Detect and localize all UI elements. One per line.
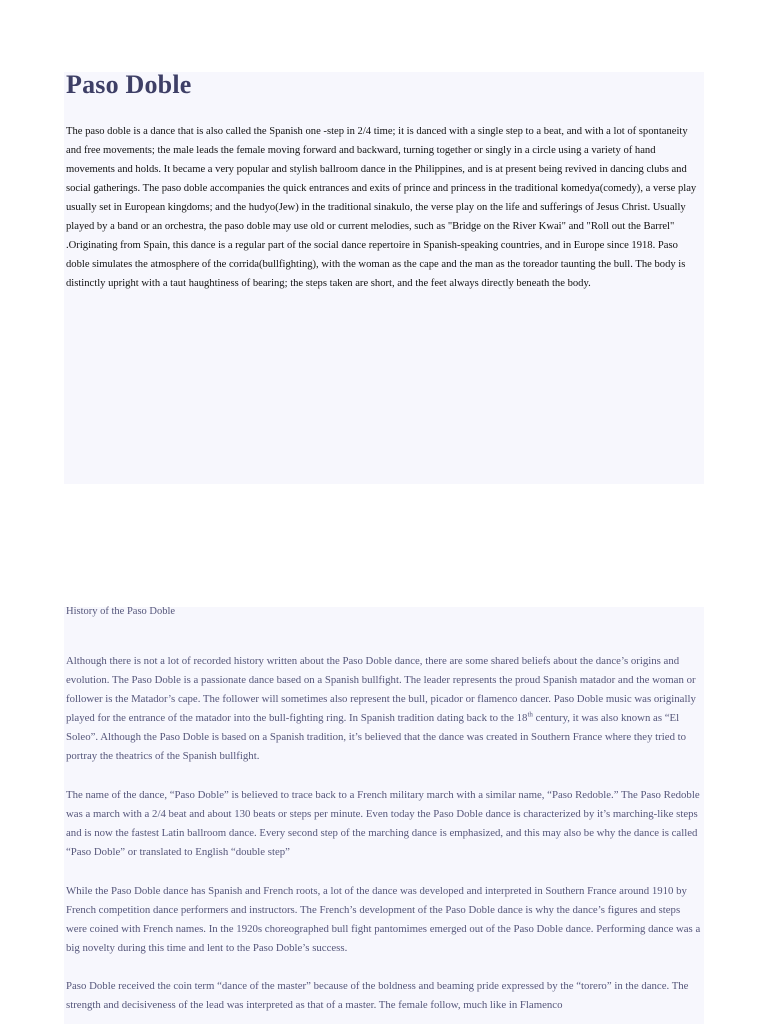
intro-paragraph: The paso doble is a dance that is also called the Spanish one -step in 2/4 time; it is danced with a single step to a beat, and with a lot of spontaneity and free movements; the male leads the female moving forward and backward, turning together or singly in a circle using a variety of hand movements and holds. It became a very popular and stylish ballroom dance in the Philippines, and is at present being revived in dancing clubs and social gatherings. The paso doble accompanies the quick entrances and exits of prince and princess in the traditional komedya(comedy), a verse play usually set in European kingdoms; and the hudyo(Jew) in the traditional sinakulo, the verse play on the life and sufferings of Jesus Christ. Usually played by a band or an orchestra, the paso doble may use old or current melodies, such as "Bridge on the River Kwai" and "Roll out the Barrel" .Originating from Spain, this dance is a regular part of the social dance repertoire in Spanish-speaking countries, and in Europe since 1918. Paso doble simulates the atmosphere of the corrida(bullfighting), with the woman as the cape and the man as the toreador taunting the bull. The body is distinctly upright with a taut haughtiness of bearing; the steps taken are short, and the feet always directly beneath the body. <box>66 126 697 289</box>
history-paragraph-1-text-cont: century, it was also known as “El Soleo”. Although the Paso Doble is based on a Spanish tradition, it’s believed that the dance was created in Southern France where they tried to portray the theatrics of the Spanish bullfight. <box>66 712 687 762</box>
ordinal-suffix: th <box>527 710 533 719</box>
history-paragraph-1 <box>66 652 702 766</box>
history-heading: History of the Paso Doble <box>66 606 176 617</box>
page-title: Paso Doble <box>66 70 192 99</box>
history-paragraph-4: Paso Doble received the coin term “dance of the master” because of the boldness and beaming pride expressed by the “torero” in the dance. The strength and decisiveness of the lead was interpreted as that of a master. The female follow, much like in Flamenco <box>66 980 689 1011</box>
history-paragraph-1-text: Although there is not a lot of recorded history written about the Paso Doble dance, there are some shared beliefs about the dance’s origins and evolution. The Paso Doble is a passionate dance based on a Spanish bullfight. The leader represents the proud Spanish matador and the woman or follower is the Matador’s cape. The follower will sometimes also represent the bull, picador or flamenco dancer. Paso Doble music was originally played for the entrance of the matador into the bull-fighting ring. In Spanish tradition dating back to the 18 <box>66 655 696 724</box>
history-paragraph-2: The name of the dance, “Paso Doble” is believed to trace back to a French military march with a similar name, “Paso Redoble.” The Paso Redoble was a march with a 2/4 beat and about 130 beats or steps per minute. Even today the Paso Doble dance is characterized by it’s marching-like steps and is now the fastest Latin ballroom dance. Every second step of the marching dance is emphasized, and this may also be why the dance is called “Paso Doble” or translated to English “double step” <box>66 789 700 858</box>
history-paragraph-3: While the Paso Doble dance has Spanish and French roots, a lot of the dance was developed and interpreted in Southern France around 1910 by French competition dance performers and instructors. The French’s development of the Paso Doble dance is why the dance’s figures and steps were coined with French names. In the 1920s choreographed bull fight pantomimes emerged out of the Paso Doble dance. Performing dance was a big novelty during this time and lent to the Paso Doble’s success. <box>66 885 701 954</box>
